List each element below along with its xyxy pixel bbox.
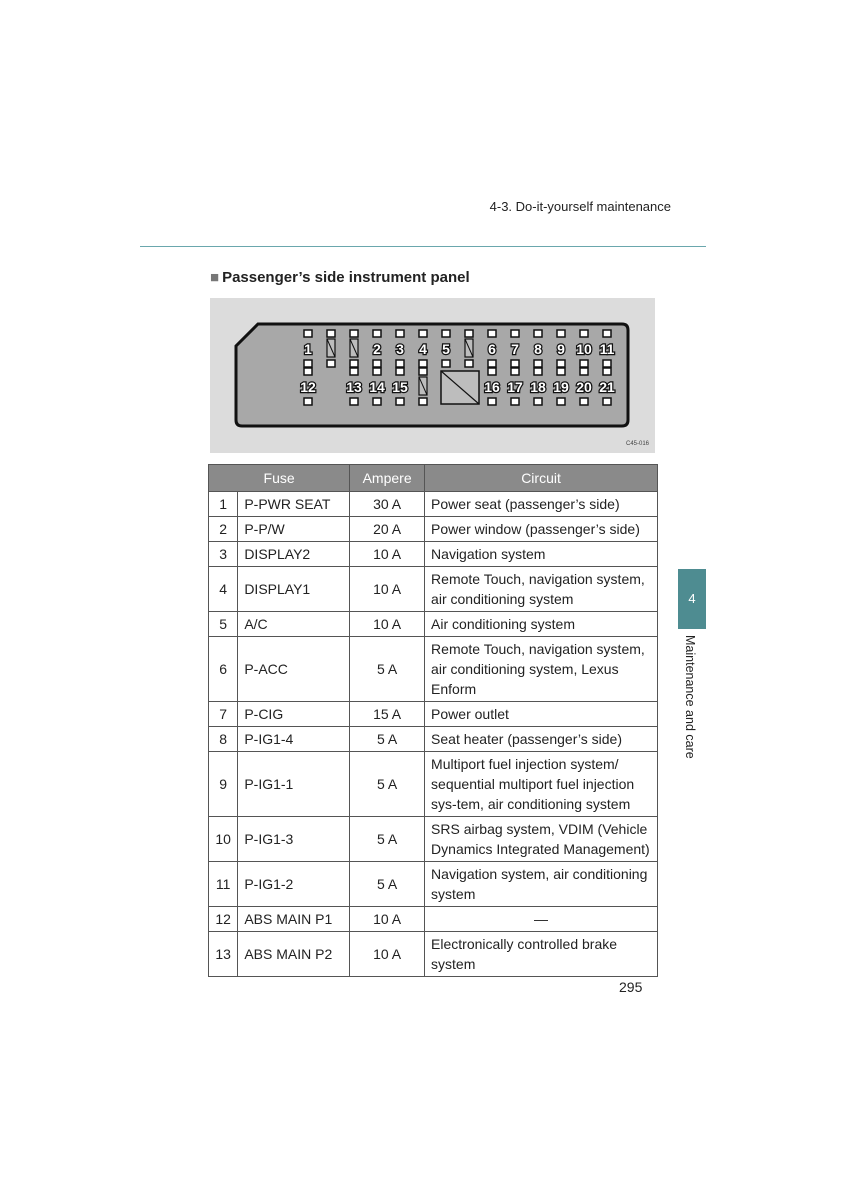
fuse-ampere: 5 A — [350, 637, 425, 702]
figure-code: C45-016 — [625, 441, 649, 447]
fuse-slot-label: 13 — [346, 379, 362, 395]
fuse-name: DISPLAY2 — [238, 542, 350, 567]
table-row — [209, 492, 658, 517]
fuse-circuit: Navigation system, air conditioning system — [425, 862, 658, 907]
fuse-name: P-PWR SEAT — [238, 492, 350, 517]
fuse-number: 11 — [209, 862, 238, 907]
fuse-ampere: 10 A — [350, 567, 425, 612]
fuse-ampere: 10 A — [350, 542, 425, 567]
fuse-slot-label: 18 — [530, 379, 546, 395]
table-row — [209, 817, 658, 862]
fuse-circuit: Power outlet — [425, 702, 658, 727]
fuse-number: 4 — [209, 567, 238, 612]
fuse-slot — [373, 330, 381, 367]
fuse-slot-label: 15 — [392, 379, 408, 395]
fuse-slot-label: 17 — [507, 379, 523, 395]
fuse-circuit: Multiport fuel injection system/ sequential multiport fuel injection sys-tem, air conditioning system — [425, 752, 658, 817]
fuse-circuit: SRS airbag system, VDIM (Vehicle Dynamics Integrated Management) — [425, 817, 658, 862]
fuse-slot — [304, 330, 312, 367]
chapter-tab: 4 — [678, 569, 706, 629]
fuse-number: 13 — [209, 932, 238, 977]
fuse-slot-label: 4 — [419, 341, 427, 357]
fuse-ampere: 5 A — [350, 817, 425, 862]
fuse-slot-label: 12 — [300, 379, 316, 395]
table-row — [209, 727, 658, 752]
fuse-ampere: 15 A — [350, 702, 425, 727]
chapter-label: Maintenance and care — [683, 635, 697, 759]
table-row — [209, 517, 658, 542]
fuse-ampere: 10 A — [350, 932, 425, 977]
fuse-number: 3 — [209, 542, 238, 567]
fuse-slot-label: 21 — [599, 379, 615, 395]
fuse-slot — [534, 330, 542, 367]
header-ampere: Ampere — [350, 465, 425, 492]
table-header-row — [209, 465, 658, 492]
fuse-name: P-CIG — [238, 702, 350, 727]
fuse-number: 12 — [209, 907, 238, 932]
fuse-slot-label: 5 — [442, 341, 450, 357]
table-row — [209, 702, 658, 727]
fuse-circuit: Remote Touch, navigation system, air conditioning system — [425, 567, 658, 612]
fuse-table — [208, 464, 658, 977]
fuse-number: 10 — [209, 817, 238, 862]
empty-fuse-slot — [419, 368, 427, 405]
header-circuit: Circuit — [425, 465, 658, 492]
fuse-slot-label: 8 — [534, 341, 542, 357]
header-fuse: Fuse — [209, 465, 350, 492]
fuse-ampere: 20 A — [350, 517, 425, 542]
fuse-circuit: Power window (passenger’s side) — [425, 517, 658, 542]
fuse-slot-label: 7 — [511, 341, 519, 357]
fuse-circuit: Power seat (passenger’s side) — [425, 492, 658, 517]
fuse-slot-label: 6 — [488, 341, 496, 357]
fuse-slot — [488, 330, 496, 367]
fuse-name: P-ACC — [238, 637, 350, 702]
empty-fuse-slot — [465, 330, 473, 367]
fuse-ampere: 5 A — [350, 862, 425, 907]
fuse-name: P-IG1-4 — [238, 727, 350, 752]
page-number: 295 — [619, 979, 643, 995]
fuse-circuit: — — [425, 907, 658, 932]
fuse-number: 1 — [209, 492, 238, 517]
fuse-box-svg — [210, 298, 655, 453]
fuse-ampere: 10 A — [350, 907, 425, 932]
table-row — [209, 567, 658, 612]
fuse-circuit: Navigation system — [425, 542, 658, 567]
fuse-slot — [419, 330, 427, 367]
section-bullet-icon: ■ — [210, 269, 220, 286]
fuse-box-diagram — [210, 298, 655, 453]
fuse-ampere: 5 A — [350, 727, 425, 752]
fuse-number: 6 — [209, 637, 238, 702]
empty-fuse-slot — [327, 330, 335, 367]
fuse-circuit: Seat heater (passenger’s side) — [425, 727, 658, 752]
table-row — [209, 752, 658, 817]
fuse-slot-label: 16 — [484, 379, 500, 395]
fuse-ampere: 5 A — [350, 752, 425, 817]
fuse-name: DISPLAY1 — [238, 567, 350, 612]
fuse-name: P-IG1-1 — [238, 752, 350, 817]
fuse-slot-label: 20 — [576, 379, 592, 395]
fuse-slot-label: 1 — [304, 341, 312, 357]
table-row — [209, 932, 658, 977]
table-row — [209, 542, 658, 567]
fuse-box-outline — [236, 324, 628, 426]
table-row — [209, 862, 658, 907]
empty-fuse-slot — [350, 330, 358, 367]
running-header: 4-3. Do-it-yourself maintenance — [489, 199, 671, 214]
fuse-slot-label: 2 — [373, 341, 381, 357]
fuse-number: 9 — [209, 752, 238, 817]
relay-block — [441, 371, 479, 404]
fuse-circuit: Remote Touch, navigation system, air conditioning system, Lexus Enform — [425, 637, 658, 702]
fuse-name: ABS MAIN P1 — [238, 907, 350, 932]
fuse-name: P-IG1-2 — [238, 862, 350, 907]
fuse-name: ABS MAIN P2 — [238, 932, 350, 977]
fuse-slot-label: 19 — [553, 379, 569, 395]
section-title — [210, 269, 470, 286]
table-row — [209, 907, 658, 932]
fuse-number: 2 — [209, 517, 238, 542]
fuse-slot-label: 9 — [557, 341, 565, 357]
fuse-circuit: Electronically controlled brake system — [425, 932, 658, 977]
fuse-name: P-IG1-3 — [238, 817, 350, 862]
fuse-ampere: 10 A — [350, 612, 425, 637]
fuse-name: P-P/W — [238, 517, 350, 542]
fuse-slot-label: 11 — [599, 341, 615, 357]
fuse-slot — [511, 330, 519, 367]
table-row — [209, 612, 658, 637]
fuse-slot — [396, 330, 404, 367]
fuse-ampere: 30 A — [350, 492, 425, 517]
fuse-slot-label: 3 — [396, 341, 404, 357]
table-row — [209, 637, 658, 702]
fuse-name: A/C — [238, 612, 350, 637]
header-divider — [140, 246, 706, 247]
fuse-number: 7 — [209, 702, 238, 727]
fuse-number: 5 — [209, 612, 238, 637]
section-title-text: Passenger’s side instrument panel — [222, 269, 470, 286]
fuse-slot — [557, 330, 565, 367]
fuse-circuit: Air conditioning system — [425, 612, 658, 637]
fuse-slot — [442, 330, 450, 367]
fuse-slot-label: 10 — [576, 341, 592, 357]
fuse-number: 8 — [209, 727, 238, 752]
fuse-slot-label: 14 — [369, 379, 385, 395]
